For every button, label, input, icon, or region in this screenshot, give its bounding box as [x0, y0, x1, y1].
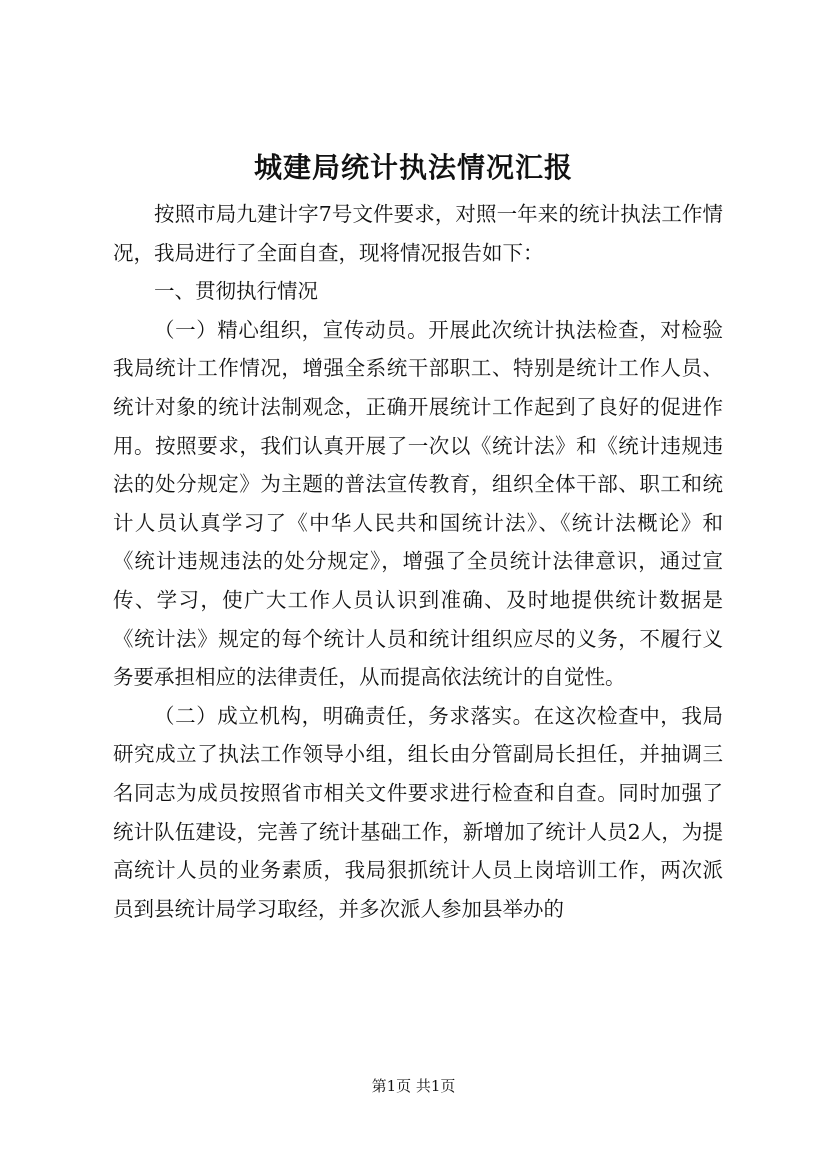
paragraph-organize: （一）精心组织，宣传动员。开展此次统计执法检查，对检验我局统计工作情况，增强全系统干部职工、特别是统计工作人员、统计对象的统计法制观念，正确开展统计工作起到了良好的促进作用。按照要求，我们认真开展了一次以《统计法》和《统计违规违法的处分规定》为主题的普法宣传教育，组织全体干部、职工和统计人员认真学习了《中华人民共和国统计法》、《统计法概论》和《统计违规违法的处分规定》，增强了全员统计法律意识，通过宣传、学习，使广大工作人员认识到准确、及时地提供统计数据是《统计法》规定的每个统计人员和统计组织应尽的义务，不履行义务要承担相应的法律责任，从而提高依法统计的自觉性。: [113, 317, 723, 690]
page-footer: 第1页 共1页: [371, 1077, 456, 1095]
paragraph-establish: （二）成立机构，明确责任，务求落实。在这次检查中，我局研究成立了执法工作领导小组，组长由分管副局长担任，并抽调三名同志为成员按照省市相关文件要求进行检查和自查。同时加强了统计队伍建设，完善了统计基础工作，新增加了统计人员2人，为提高统计人员的业务素质，我局狠抓统计人员上岗培训工作，两次派员到县统计局学习取经，并多次派人参加县举办的: [113, 703, 723, 921]
section-heading: 一、贯彻执行情况: [154, 279, 318, 304]
document-title: 城建局统计执法情况汇报: [253, 151, 573, 184]
document-body: [113, 195, 723, 928]
paragraph-intro: 按照市局九建计字7号文件要求，对照一年来的统计执法工作情况，我局进行了全面自查，现将情况报告如下：: [113, 202, 723, 265]
